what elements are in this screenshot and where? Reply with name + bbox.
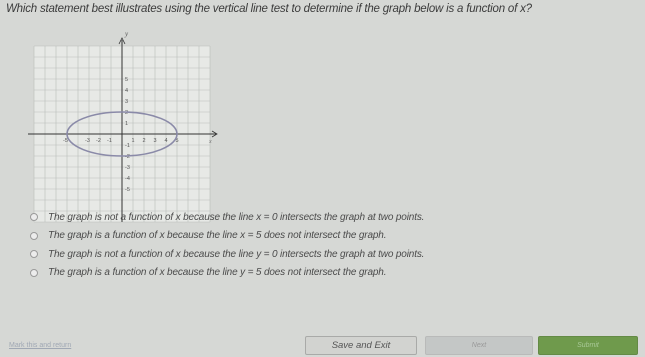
next-button[interactable]: Next <box>425 336 533 355</box>
y-tick-label: -2 <box>125 154 130 160</box>
x-tick-label: -5 <box>63 138 68 144</box>
mark-and-return-link[interactable]: Mark this and return <box>9 342 72 349</box>
answer-option[interactable] <box>30 228 550 244</box>
y-tick-label: 5 <box>125 77 129 83</box>
radio-button[interactable] <box>30 250 38 258</box>
x-tick-label: 5 <box>175 138 179 144</box>
y-tick-label: 1 <box>125 121 129 127</box>
x-tick-label: -1 <box>107 138 112 144</box>
y-tick-label: -1 <box>125 143 130 149</box>
answer-option-label: The graph is a function of x because the line y = 5 does not intersect the graph. <box>48 267 387 278</box>
y-tick-label: 3 <box>125 99 129 105</box>
radio-button[interactable] <box>30 213 38 221</box>
submit-button[interactable]: Submit <box>538 336 638 355</box>
x-tick-label: -2 <box>96 138 101 144</box>
radio-button[interactable] <box>30 232 38 240</box>
question-text: Which statement best illustrates using the vertical line test to determine if the graph below is a function of x? <box>6 3 532 15</box>
radio-button[interactable] <box>30 269 38 277</box>
save-and-exit-button[interactable]: Save and Exit <box>305 336 417 355</box>
answer-option-label: The graph is a function of x because the line x = 5 does not intersect the graph. <box>48 230 387 241</box>
x-tick-label: 3 <box>153 138 157 144</box>
footer-bar <box>0 332 645 357</box>
y-axis-label: y <box>125 30 129 38</box>
y-tick-label: -3 <box>125 165 130 171</box>
y-tick-label: 4 <box>125 88 129 94</box>
y-tick-label: -5 <box>125 187 130 193</box>
ellipse-graph <box>26 26 222 224</box>
x-tick-label: 2 <box>142 138 146 144</box>
answer-option[interactable] <box>30 265 550 281</box>
answer-option[interactable] <box>30 246 550 262</box>
x-axis-label: x <box>209 139 212 145</box>
y-tick-label: -4 <box>125 176 130 182</box>
x-tick-label: 1 <box>131 138 135 144</box>
answer-option-label: The graph is not a function of x because the line y = 0 intersects the graph at two points. <box>48 248 425 260</box>
answer-option[interactable] <box>30 209 550 225</box>
answer-options <box>30 209 550 283</box>
x-tick-label: 4 <box>164 138 168 144</box>
answer-option-label: The graph is not a function of x because the line x = 0 intersects the graph at two points. <box>48 211 425 223</box>
x-tick-label: -3 <box>85 138 90 144</box>
y-tick-label: 2 <box>125 110 129 116</box>
